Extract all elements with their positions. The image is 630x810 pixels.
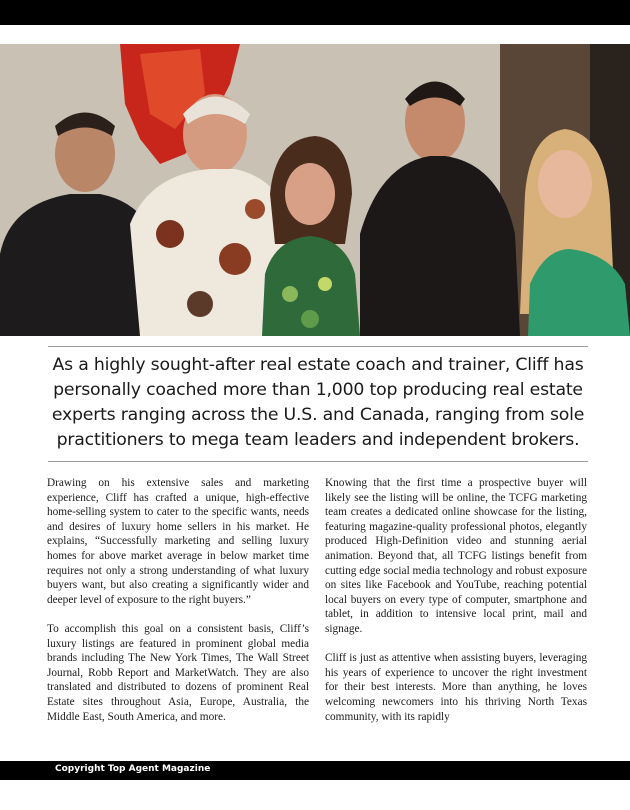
copyright-text: Copyright Top Agent Magazine	[55, 764, 211, 774]
group-photo-illustration	[0, 44, 630, 336]
paragraph: Knowing that the first time a prospective buyer will likely see the listing will be online, the TCFG marketing team creates a dedicated online showcase for the listing, featuring magazine-quality professional photos, elegantly produced High-Definition video and stunning aerial animation. Beyond that, all TCFG listings benefit from cutting edge social media technology and robust exposure on sites like Facebook and YouTube, reaching potential local buyers on every type of computer, smartphone and tablet, in addition to intensive local print, mail and signage.	[325, 477, 587, 635]
article-column-right	[325, 476, 587, 739]
group-photo	[0, 44, 630, 336]
paragraph: Drawing on his extensive sales and marketing experience, Cliff has crafted a unique, high-effective home-selling system to cater to the specific wants, needs and desires of luxury home sellers in his market. He explains, “Successfully marketing and selling luxury homes for above market average in below market time requires not only a strong understanding of what luxury buyers want, but also creating a significantly wider and deeper level of exposure to the right buyers.”	[47, 477, 309, 606]
paragraph: Cliff is just as attentive when assisting buyers, leveraging his years of experience to uncover the right investment for their best interests. More than anything, he loves welcoming newcomers into his thriving North Texas community, with its rapidly	[325, 652, 587, 723]
top-bar	[0, 0, 630, 25]
article-column-left	[47, 476, 309, 739]
paragraph: To accomplish this goal on a consistent basis, Cliff’s luxury listings are featured in prominent global media brands including The New York Times, The Wall Street Journal, Robb Report and MarketWatch. They are also translated and distributed to dozens of prominent Real Estate sites throughout Asia, Europe, Australia, the Middle East, South America, and more.	[47, 622, 309, 723]
footer-bar	[0, 761, 630, 780]
pull-quote: As a highly sought-after real estate coach and trainer, Cliff has personally coached more than 1,000 top producing real estate experts ranging across the U.S. and Canada, ranging from sole practitioners to mega team leaders and independent brokers.	[48, 346, 588, 462]
